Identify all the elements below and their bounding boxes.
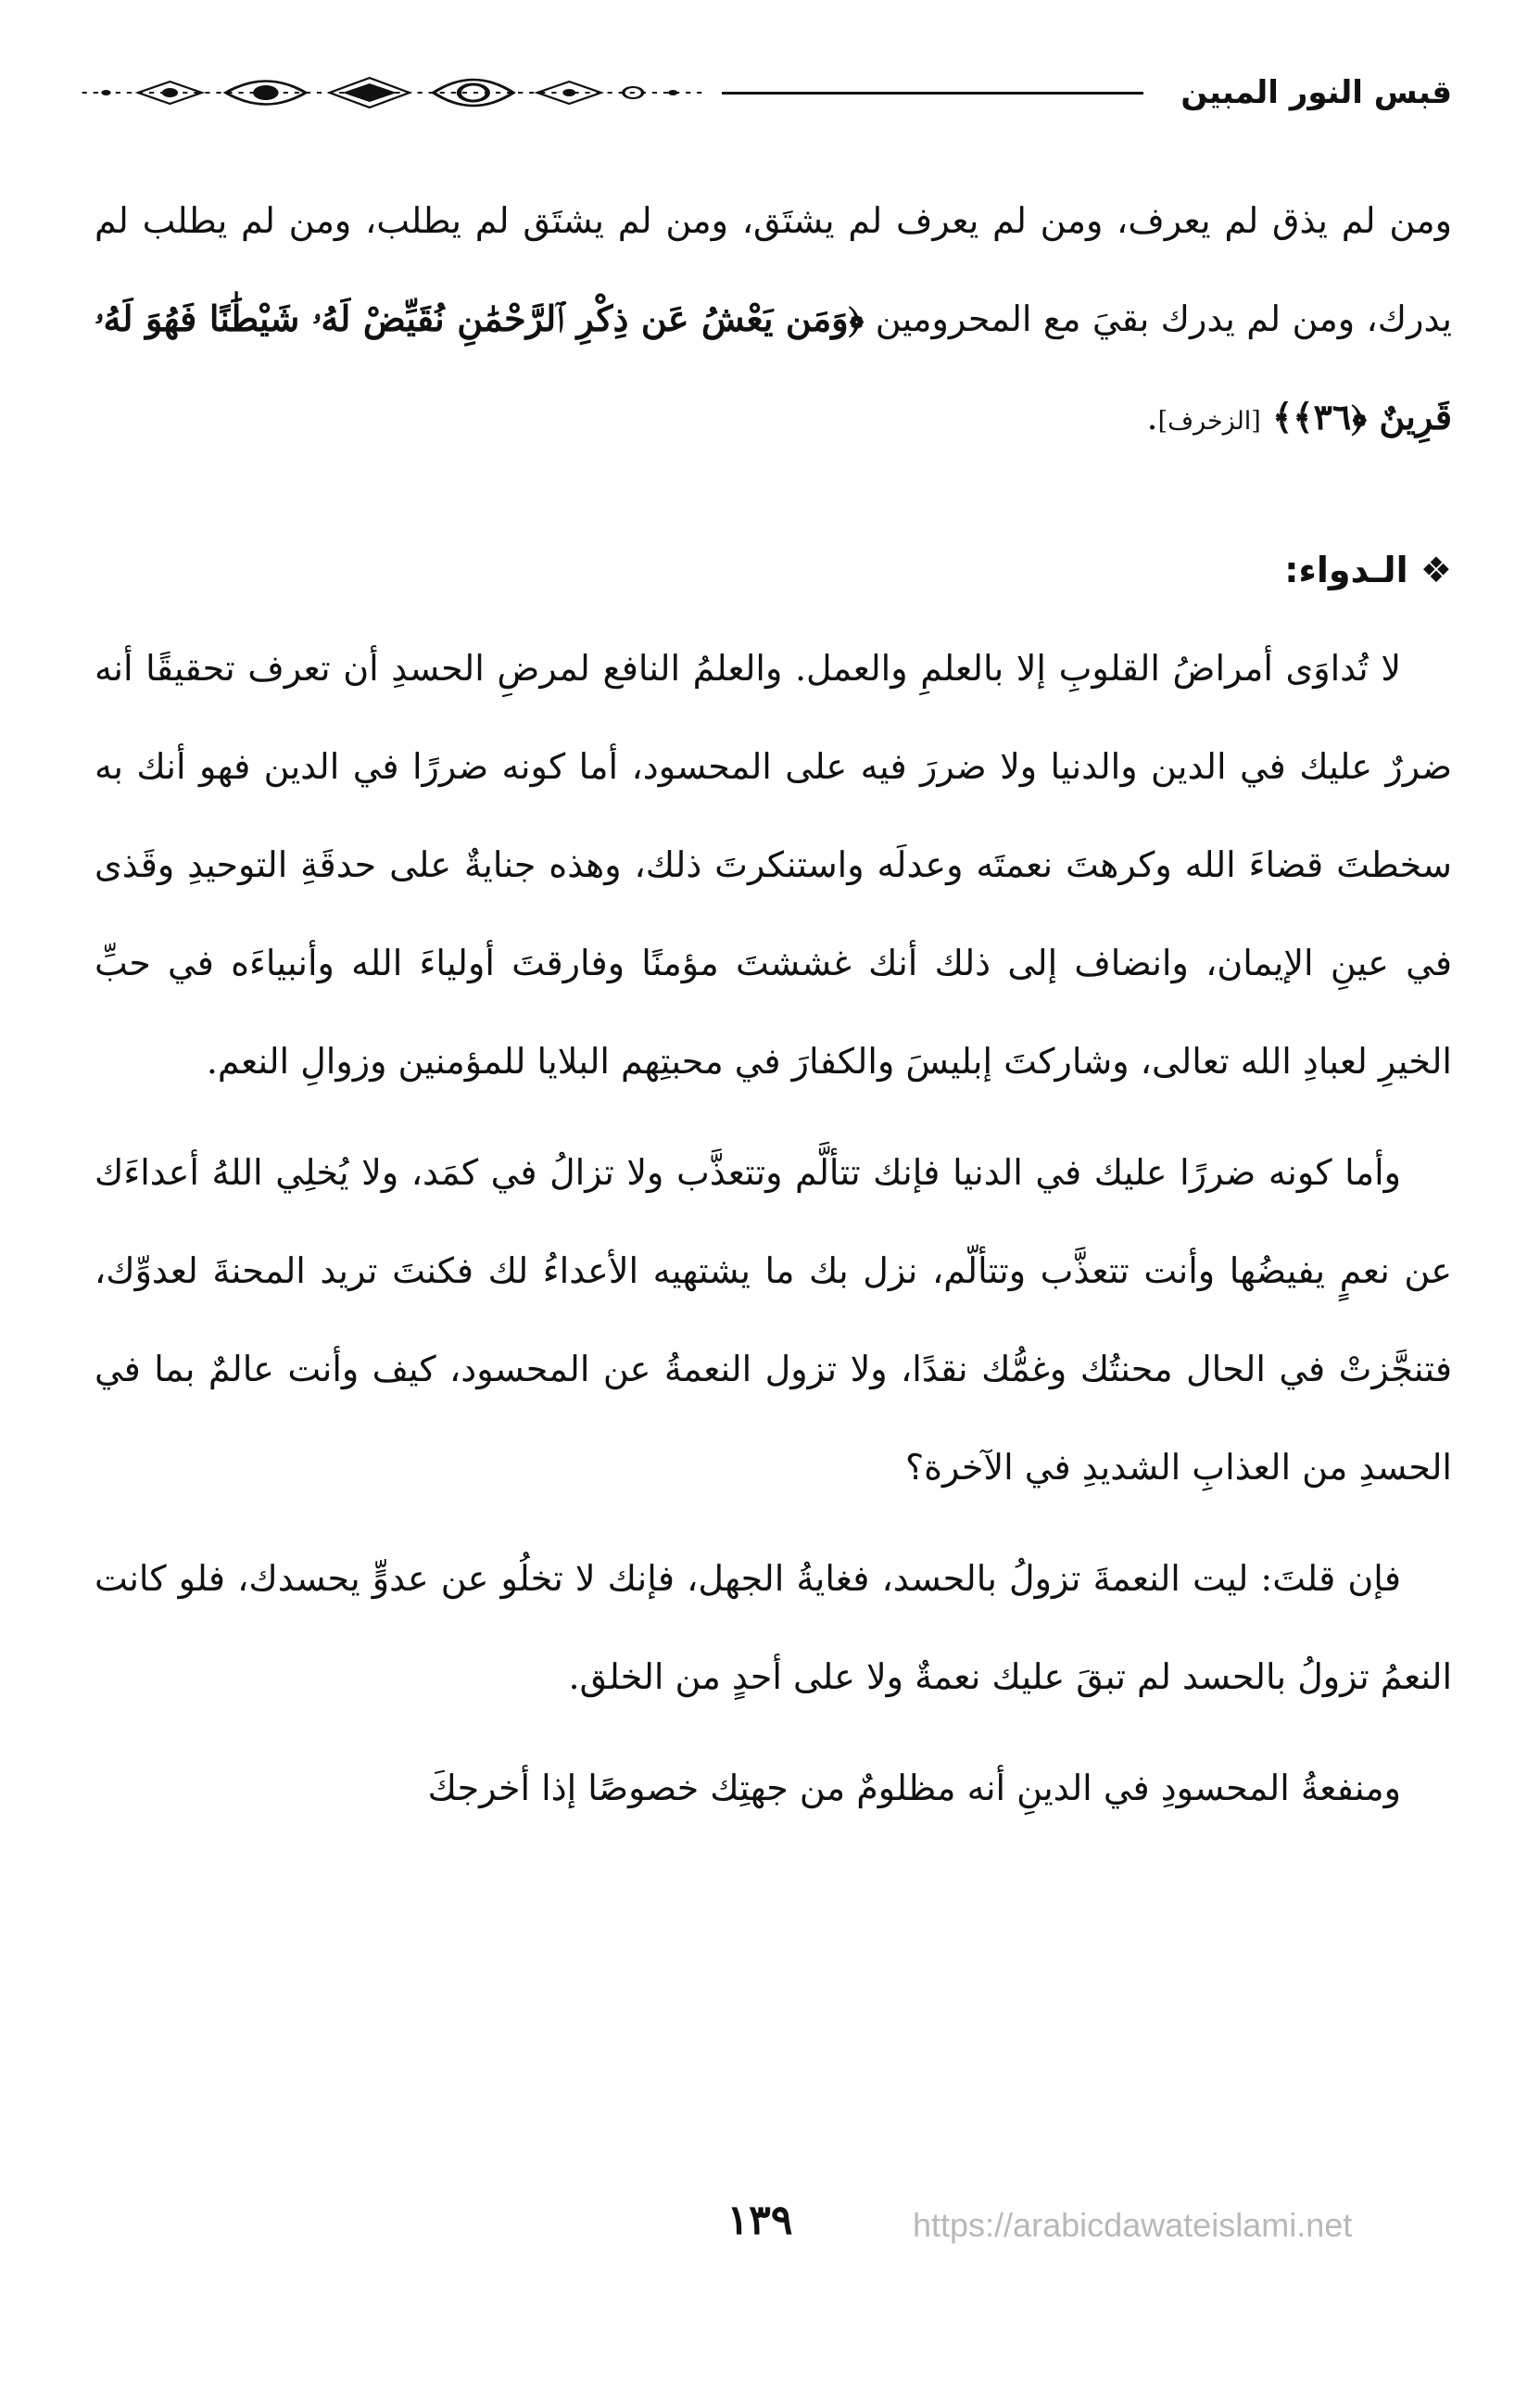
page-body xyxy=(95,171,1452,1837)
paragraph: لا تُداوَى أمراضُ القلوبِ إلا بالعلمِ والعمل. والعلمُ النافع لمرضِ الحسدِ أن تعرف تحقيقًا أنه ضررٌ عليك في الدين والدنيا ولا ضررَ فيه على المحسود، أما كونه ضررًا في الدين فهو أنك به سخطتَ قضاءَ الله وكرهتَ نعمتَه وعدلَه واستنكرتَ ذلك، وهذه جنايةٌ على حدقَةِ التوحيدِ وقَذى في عينِ الإيمان، وانضاف إلى ذلك أنك غششتَ مؤمنًا وفارقتَ أولياءَ الله وأنبياءَه في حبِّ الخيرِ لعبادِ الله تعالى، وشاركتَ إبليسَ والكفارَ في محبتِهم البلايا للمؤمنين وزوالِ النعم. xyxy=(95,648,1452,1082)
running-title: قبس النور المبين xyxy=(1180,74,1452,111)
sura-reference: [الزخرف] xyxy=(1157,407,1261,436)
header-ornament-icon xyxy=(74,65,713,120)
watermark-url: https://arabicdawateislami.net xyxy=(913,2206,1353,2244)
paragraph: وأما كونه ضررًا عليك في الدنيا فإنك تتألَّم وتتعذَّب ولا تزالُ في كمَد، ولا يُخلِي اللهُ أعداءَك عن نعمٍ يفيضُها وأنت تتعذَّب وتتألّم، نزل بك ما يشتهيه الأعداءُ لك فكنتَ تريد المحنةَ لعدوِّك، فتنجَّزتْ في الحال محنتُك وغمُّك نقدًا، ولا تزول النعمةُ عن المحسود، كيف وأنت عالمٌ بما في الحسدِ من العذابِ الشديدِ في الآخرة؟ xyxy=(95,1152,1452,1488)
page-header xyxy=(74,56,1452,130)
paragraph: ومنفعةُ المحسودِ في الدينِ أنه مظلومٌ من جهتِك خصوصًا إذا أخرجكَ xyxy=(427,1768,1401,1808)
paragraph-text: ومن لم يذق لم يعرف، ومن لم يعرف لم يشتَق، ومن لم يشتَق لم يطلب، ومن لم يطلب لم يدرك، ومن لم يدرك بقيَ مع المحرومين xyxy=(95,200,1452,339)
paragraph: فإن قلتَ: ليت النعمةَ تزولُ بالحسد، فغايةُ الجهل، فإنك لا تخلُو عن عدوٍّ يحسدك، فلو كانت النعمُ تزولُ بالحسد لم تبقَ عليك نعمةٌ ولا على أحدٍ من الخلق. xyxy=(95,1558,1452,1697)
page-number: ١٣٩ xyxy=(726,2197,793,2244)
opening-paragraph: ومن لم يذق لم يعرف، ومن لم يعرف لم يشتَق، ومن لم يشتَق لم يطلب، ومن لم يطلب لم يدرك، ومن لم يدرك بقيَ مع المحرومين ﴿وَمَن يَعْشُ عَن ذِكْرِ ٱلرَّحْمَٰنِ نُقَيِّضْ لَهُۥ شَيْطَٰنًا فَهُوَ لَهُۥ قَرِينٌ ﴿٣٦﴾﴾ [الزخرف]. xyxy=(95,200,1452,437)
quran-verse: ﴿وَمَن يَعْشُ عَن ذِكْرِ ٱلرَّحْمَٰنِ نُقَيِّضْ لَهُۥ شَيْطَٰنًا فَهُوَ لَهُۥ قَرِينٌ ﴿٣٦﴾﴾ xyxy=(95,298,1452,437)
section-heading: ❖ الـدواء: xyxy=(1284,550,1452,590)
header-rule xyxy=(722,92,1143,95)
